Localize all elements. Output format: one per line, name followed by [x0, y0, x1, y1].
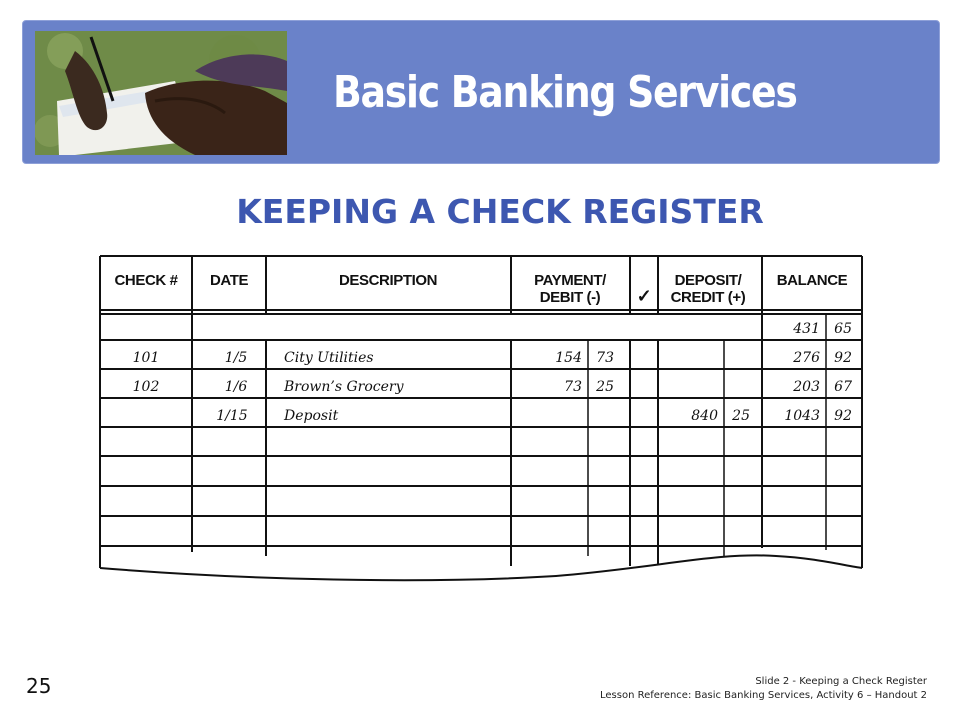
header-payment-line2: DEBIT (-): [539, 289, 601, 306]
header-description: DESCRIPTION: [338, 272, 438, 289]
opening-balance-dollars: 431: [793, 321, 820, 337]
row-balance-cents: 92: [834, 408, 852, 424]
header-check-mark: ✓: [636, 286, 652, 306]
slide-footer: [600, 675, 927, 703]
row-check-number: 101: [132, 350, 160, 366]
row-description: Brown’s Grocery: [284, 379, 404, 395]
banner-title: Basic Banking Services: [333, 67, 797, 118]
row-deposit-cents: 25: [732, 408, 750, 424]
check-register: [96, 250, 870, 590]
row-payment-dollars: 154: [555, 350, 582, 366]
header-banner: [22, 20, 940, 164]
row-balance-dollars: 276: [793, 350, 820, 366]
row-balance-cents: 92: [834, 350, 852, 366]
banner-photo: [35, 31, 287, 155]
row-description: Deposit: [284, 408, 339, 424]
row-deposit-dollars: 840: [691, 408, 718, 424]
footer-slide-title: Slide 2 - Keeping a Check Register: [755, 676, 927, 687]
footer-lesson-reference: Lesson Reference: Basic Banking Services, Activity 6 – Handout 2: [600, 690, 927, 701]
row-payment-dollars: 73: [564, 379, 582, 395]
row-check-number: 102: [132, 379, 160, 395]
row-balance-cents: 67: [834, 379, 852, 395]
row-date: 1/5: [224, 350, 248, 366]
header-balance: BALANCE: [776, 272, 848, 289]
row-balance-dollars: 1043: [784, 408, 820, 424]
header-check-number: CHECK #: [114, 272, 178, 289]
header-date: DATE: [209, 272, 249, 289]
row-date: 1/6: [224, 379, 248, 395]
header-deposit-line2: CREDIT (+): [670, 289, 746, 306]
header-deposit-line1: DEPOSIT/: [674, 272, 742, 289]
page-number: 25: [26, 674, 52, 698]
slide-heading: KEEPING A CHECK REGISTER: [236, 192, 764, 231]
row-balance-dollars: 203: [793, 379, 820, 395]
row-description: City Utilities: [284, 350, 374, 366]
row-payment-cents: 73: [596, 350, 614, 366]
opening-balance-cents: 65: [834, 321, 852, 337]
row-payment-cents: 25: [596, 379, 614, 395]
row-date: 1/15: [216, 408, 248, 424]
header-payment-line1: PAYMENT/: [534, 272, 606, 289]
